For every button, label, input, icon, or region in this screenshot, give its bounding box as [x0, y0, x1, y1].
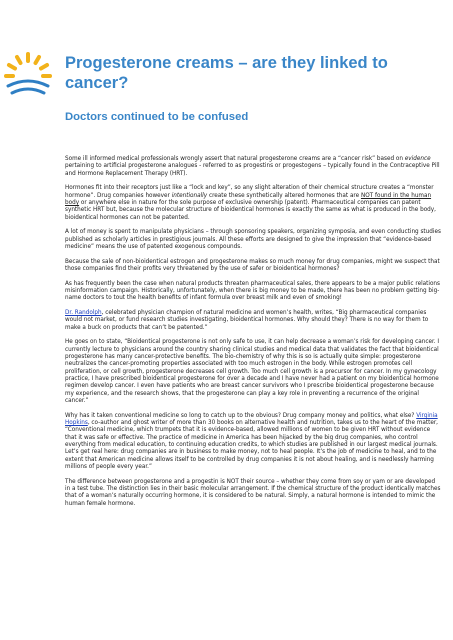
section-subtitle: Doctors continued to be confused [65, 111, 249, 123]
paragraph-8 [65, 413, 441, 472]
sun-logo-icon [4, 52, 52, 98]
text-run: Hormones fit into their receptors just like a “lock and key”, so any slight alteration of their chemical structure creates a “monster hormone”. Drug companies however [65, 185, 434, 199]
dr-randolph-link[interactable]: Dr. Randolph [65, 309, 102, 316]
text-run-underlined: NOT found in the human body [65, 192, 432, 207]
text-run: Some ill informed medical professionals wrongly assert that natural progesterone creams are a “cancer risk” based on [65, 156, 405, 162]
text-run: create these synthetically altered hormones that are [207, 192, 361, 199]
text-run: , co-author and ghost writer of more than 30 books on alternative health and nutrition, takes us to the heart of the matter, “Conventional medicine, which trumpets that it is evidence-based, allowed millions of women to be given HRT without evidence that it was safe or effective. The practice of medicine in America has been hijacked by the big drug companies, who control everything from medical education, to continuing education credits, to which studies are published in our largest medical journals. Let’s get real here: drug companies are in business to make money, not to heal people. It’s the job of medicine to heal, and to the extent that American medicine allows itself to be controlled by drug companies it is not about healing, and is needlessly harming millions of people every year.” [65, 420, 438, 471]
text-run: , celebrated physician champion of natural medicine and women’s health, writes, “Big pharmaceutical companies would not market, or fund research studies investigating, bioidentical hormones. Why should they? There is no way for them to make a buck on products that can’t be patented.” [65, 309, 429, 331]
text-run: He goes on to state, “Bioidentical progesterone is not only safe to use, it can help decrease a woman’s risk for developing cancer. I currently lecture to physicians around the country sharing clinical studies and medical data that validates the fact that bioidentical progesterone has many cancer-protective benefits. The bio-chemistry of why this is so is actually quite simple: progesterone neutralizes the cancer-promoting properties associated with too much estrogen in the body. While estrogen promotes cell proliferation, or cell growth, progesterone decreases cell growth. Too much cell growth is a precursor for cancer. In my gynecology practice, I have prescribed bioidentical progesterone for over a decade and I have never had a patient on my bioidentical hormone regimen develop cancer. I even have patients who are breast cancer survivors who I prescribe bioidentical progesterone because my experience, and the research shows, that the progesterone can play a key role in preventing a recurrence of the original cancer.” [65, 339, 440, 405]
text-run: Why has it taken conventional medicine so long to catch up to the obvious? Drug company money and politics, what else? [65, 412, 417, 419]
text-run: The difference between progesterone and a progestin is NOT their source – whether they come from soy or yam or are developed in a test tube. The distinction lies in their basic molecular arrangement. If the chemical structure of the product identically matches that of a woman’s naturally occurring hormone, it is considered to be natural. Simply, a natural hormone is intended to mimic the human female hormone. [65, 478, 441, 507]
paragraph-6 [65, 310, 441, 332]
paragraph-9 [65, 479, 441, 508]
paragraph-7 [65, 339, 441, 405]
paragraph-2 [65, 185, 441, 222]
paragraph-5 [65, 281, 441, 303]
text-run: pertaining to artificial progesterone analogues - referred to as progestins or progestogens – typically found in the Contraceptive Pill and Hormone Replacement Therapy (HRT). [65, 163, 440, 177]
text-run-italic: intentionally [171, 192, 208, 199]
text-run: A lot of money is spent to manipulate physicians – through sponsoring speakers, organizing symposia, and even conducting studies published as scholarly articles in prestigious journals. All these efforts are designed to give the impression that “evidence-based medicine” means the use of patented exogenous compounds. [65, 229, 441, 251]
paragraph-3 [65, 229, 441, 251]
page-title: Progesterone creams – are they linked to cancer? [65, 54, 388, 92]
text-run-italic: evidence [404, 156, 431, 162]
virginia-hopkins-link[interactable]: Virginia Hopkins [65, 412, 438, 427]
text-run: or anywhere else in nature for the sole purpose of exclusive ownership (patent). Pharmaceutical companies can patent synthetic HRT but, because the molecular structure of bioidentical hormones is exactly the same as what is produced in the body, bioidentical hormones can not be patented. [65, 200, 436, 221]
article-body [65, 156, 441, 515]
paragraph-4 [65, 259, 441, 274]
text-run: Because the sale of non-bioidentical estrogen and progesterone makes so much money for drug companies, might we suspect that those companies find their profits very threatened by the use of safer or bioidentical hormones? [65, 258, 440, 273]
paragraph-1 [65, 156, 441, 178]
text-run: As has frequently been the case when natural products threaten pharmaceutical sales, there appears to be a major public relations misinformation campaign. Historically, unfortunately, when there is big money to be made, there has been no problem getting big-name doctors to tout the health benefits of infant formula over breast milk and even of smoking! [65, 280, 440, 302]
